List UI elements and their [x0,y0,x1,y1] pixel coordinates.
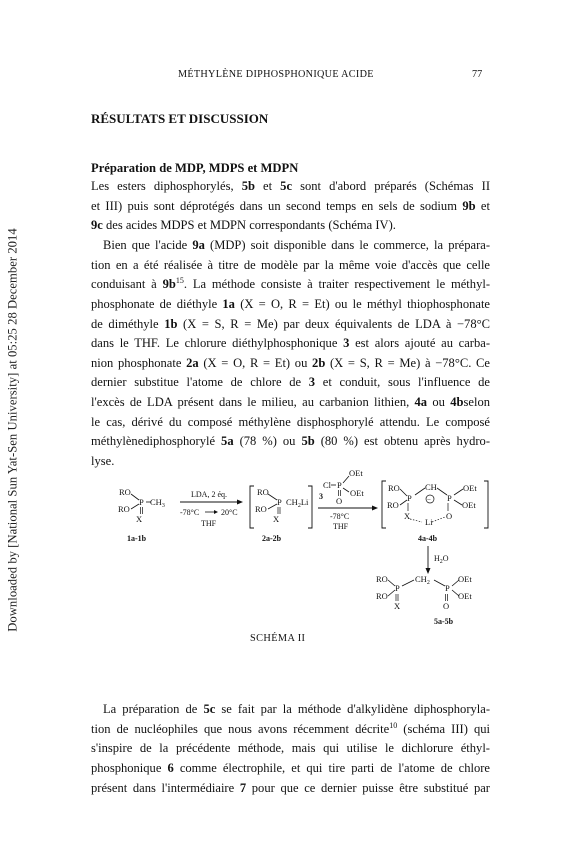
text-run: pour que ce dernier puisse être substitué par [246,780,490,795]
compound-ref: 5b [301,434,315,449]
arrow1-solvent: THF [201,519,217,528]
arrow-lda [180,490,243,528]
compound-2a-2b [250,486,312,543]
section-title: RÉSULTATS ET DISCUSSION [91,111,269,126]
arrow2-solvent: THF [333,522,349,531]
page-number: 77 [472,69,483,80]
compound-ref: 7 [239,780,247,795]
s5-p2: P [445,583,450,593]
s4-o: O [446,511,453,521]
compound-ref: 3 [343,336,350,351]
s4-oet-bot: OEt [462,500,476,510]
s4-label: 4a-4b [418,534,438,543]
s4-ro-bot: RO [387,500,399,510]
citation-ref: 15 [175,276,184,286]
text-run: dernier substitue l'atome de chlore de [91,375,309,390]
arrow-coupling [318,506,378,532]
subsection-title: Préparation de MDP, MDPS et MDPN [91,161,299,175]
text-line [91,759,490,779]
download-watermark-text: Downloaded by [National Sun Yat-Sen University] at 05:25 28 December 2014 [5,228,20,632]
r3-oet-bot: OEt [350,488,364,498]
text-line [91,779,490,799]
text-run: nion phosphonate [91,355,187,370]
s4-oet-top: OEt [463,483,477,493]
s5-ro-top: RO [376,574,388,584]
compound-ref: 1b [164,316,178,331]
compound-ref: 2a [186,355,199,370]
compound-ref: 9c [91,218,103,233]
text-run: (X = O, R = Et) ou [198,355,313,370]
s5-ro-bot: RO [376,591,388,601]
text-run: (MDP) soit disponible dans le commerce, la prépara- [204,238,490,252]
text-run: l'excès de LDA présent dans le milieu, au carbanion lithien, [91,395,415,410]
text-run: (X = S, R = Me) à −78°C. Ce [325,355,490,370]
text-run: (schéma III) qui [397,721,490,736]
s5-oet-bot: OEt [458,591,472,601]
text-run: et conduit, sous l'influence de [315,375,490,390]
text-run: lyse. [91,454,115,469]
compound-ref: 1a [222,296,235,311]
text-run: Bien que l'acide [103,238,193,252]
s1-p: P [139,497,144,507]
text-run: des acides MDPS et MDPN correspondants (Schéma IV). [102,218,396,233]
text-run: . La méthode consiste à traiter respectivement le méthyl- [183,277,491,292]
text-line [91,739,490,759]
text-run: dans le THF. Le chlorure diéthylphosphonique [91,336,344,351]
s4-minus: − [427,496,431,504]
compound-ref: 9b [162,277,176,292]
text-run: phosphonate de diéthyle [91,296,223,311]
compound-ref: 9b [462,198,476,213]
text-run: de diméthyle [91,316,165,331]
text-run: et [254,179,281,193]
arrow1-below-right: 20°C [221,508,238,517]
compound-ref: 9a [192,238,205,252]
s2-p: P [277,497,282,507]
r3-o: O [336,496,343,506]
text-run: s'inspire de la précédente méthode, mais qui utilise le dichlorure éthyl- [91,741,490,756]
text-run: méthylènediphosphorylé [91,434,222,449]
compound-ref: 4a [414,395,428,410]
s4-li: Li [425,517,433,527]
text-run: (78 %) ou [233,434,302,449]
text-run: comme électrophile, et qui tire parti de l'atome de chlore [173,760,490,775]
text-run: est alors ajouté au carba- [349,336,490,351]
s5-oet-top: OEt [458,574,472,584]
s4-ch: CH [425,482,437,492]
text-run: sont d'abord préparés (Schémas II [292,179,490,193]
text-run: selon [463,395,490,410]
text-run: Les esters diphosphorylés, [91,179,242,193]
compound-ref: 5c [203,702,216,716]
s1-label: 1a-1b [127,534,147,543]
water-label: $H_2O$ [434,554,449,565]
s2-x: X [273,514,280,524]
s2-label: 2a-2b [262,534,282,543]
s4-p1: P [407,493,412,503]
s2-ro-top: RO [257,487,269,497]
compound-5a-5b [376,574,472,626]
text-line [91,720,490,740]
r3-p: P [337,480,342,490]
text-run: (X = S, R = Me) par deux équivalents de LDA à −78°C [177,316,490,331]
arrow1-below-left: -78°C [180,508,200,517]
s2-ro-bot: RO [255,504,267,514]
compound-ref: 5b [241,179,255,193]
s4-ro-top: RO [388,483,400,493]
s5-ch2: $CH_2$ [415,574,430,586]
arrow1-above: LDA, 2 éq. [191,490,227,499]
s5-o: O [443,601,450,611]
s2-ch2li: $CH_2Li$ [286,497,309,509]
s1-x: X [136,514,143,524]
text-run: phosphonique [91,760,168,775]
r3-label: 3 [319,492,323,501]
compound-ref: 6 [167,760,174,775]
arrow-hydrolysis [426,546,449,574]
scheme-caption: SCHÉMA II [250,633,306,644]
compound-1a-1b [118,487,165,543]
compound-ref: 4b [450,395,464,410]
s4-x: X [404,511,411,521]
r3-oet-top: OEt [349,468,363,478]
text-run: et [475,198,490,213]
citation-ref: 10 [389,720,398,730]
arrow2-temp: -78°C [330,512,350,521]
compound-4a-4b [382,481,488,543]
text-run: La préparation de [103,702,204,716]
running-header: MÉTHYLÈNE DIPHOSPHONIQUE ACIDE [178,69,374,80]
s1-ch3: $CH_3$ [150,497,165,509]
text-run: tion de nucléophiles que nous avons récemment décrite [91,721,390,736]
text-run: (X = O, R = Et) ou le méthyl thiophosphonate [234,296,491,311]
s1-ro-bot: RO [118,504,130,514]
text-run: tion en a été réalisée à titre de modèle par la même voie d'accès que celle [91,257,490,272]
text-run: le cas, dérivé du composé méthylène disphosphorylé attendu. Le composé [91,414,490,429]
text-run: (80 %) est obtenu après hydro- [314,434,491,449]
text-line [91,700,490,720]
s5-p1: P [395,583,400,593]
s5-label: 5a-5b [434,617,454,626]
text-run: conduisant à [91,277,163,292]
s1-ro-top: RO [119,487,131,497]
s4-p2: P [447,493,452,503]
compound-ref: 2b [312,355,326,370]
text-run: présent dans l'intermédiaire [91,780,240,795]
s5-x: X [394,601,401,611]
r3-cl: Cl [323,480,332,490]
compound-ref: 5c [280,179,293,193]
text-run: et III) puis sont déprotégés dans un second temps en sels de sodium [91,198,463,213]
paragraph-5c [91,700,490,798]
text-run: se fait par la méthode d'alkylidène diphosphoryla- [215,702,490,716]
reagent-3 [319,468,364,506]
text-run: ou [427,395,451,410]
compound-ref: 5a [221,434,234,449]
compound-ref: 3 [308,375,316,390]
